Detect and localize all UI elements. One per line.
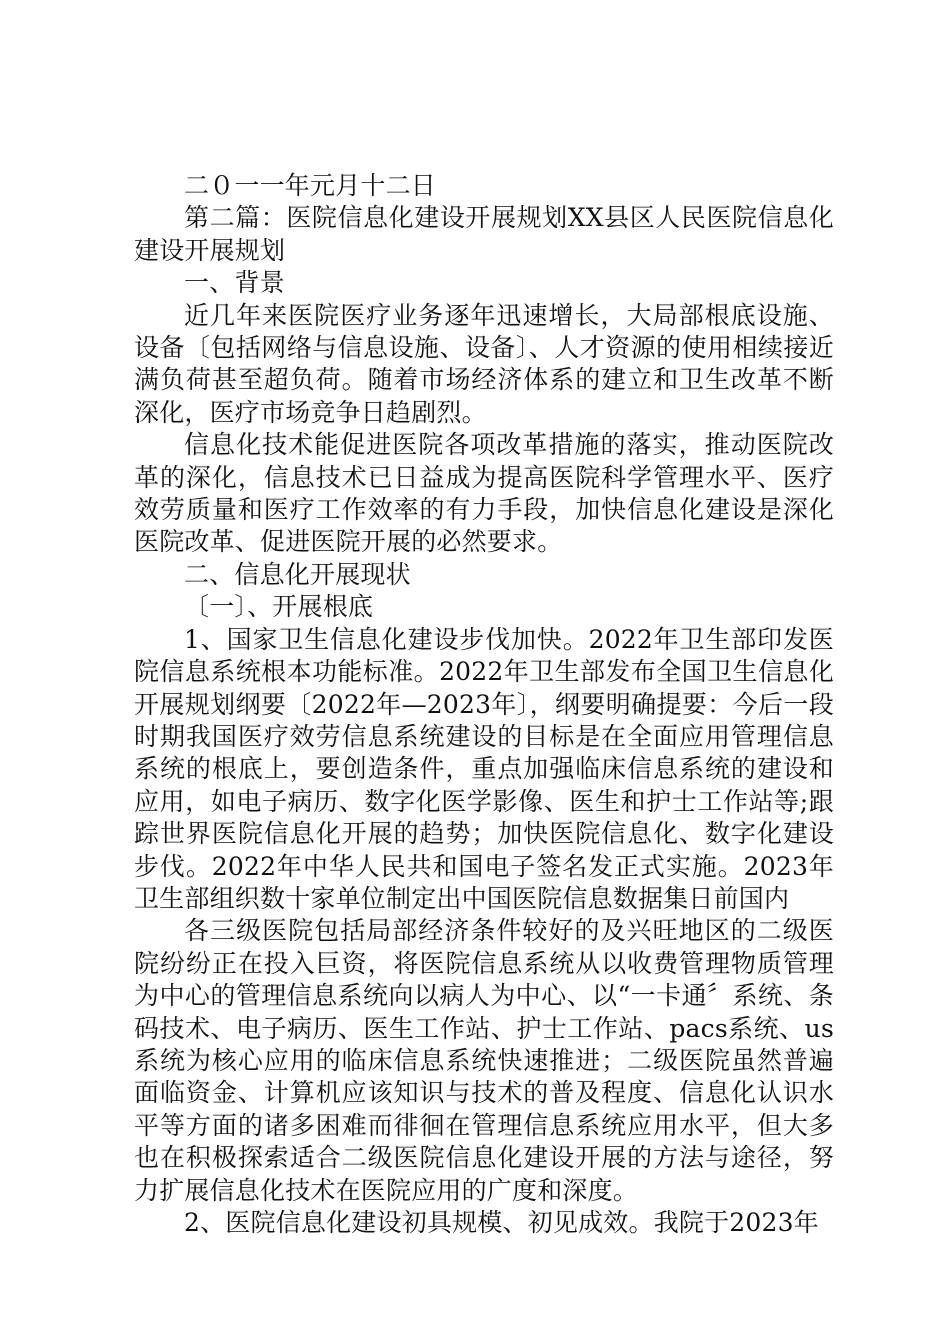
body-paragraph: 各三级医院包括局部经济条件较好的及兴旺地区的二级医院纷纷正在投入巨资，将医院信息系统从以收费管理物质管理为中心的管理信息系统向以病人为中心、以“一卡通〞系统、条码技术、电子病历、医生工作站、护士工作站、pacs系统、us系统为核心应用的临床信息系统快速推进；二级医院虽然普遍面临资金、计算机应该知识与技术的普及程度、信息化认识水平等方面的诸多困难而徘徊在管理信息系统应用水平，但大多也在积极探索适合二级医院信息化建设开展的方法与途径，努力扩展信息化技术在医院应用的广度和深度。 bbox=[134, 916, 834, 1205]
document-body bbox=[134, 170, 834, 1239]
body-paragraph: 2、医院信息化建设初具规模、初见成效。我院于2023年 bbox=[184, 1208, 819, 1237]
section-heading-background: 一、背景 bbox=[184, 268, 285, 298]
section-heading-status: 二、信息化开展现状 bbox=[184, 559, 411, 589]
body-paragraph: 信息化技术能促进医院各项改革措施的落实，推动医院改革的深化，信息技术已日益成为提高医院科学管理水平、医疗效劳质量和医疗工作效率的有力手段，加快信息化建设是深化医院改革、促进医院开展的必然要求。 bbox=[134, 430, 834, 557]
body-paragraph: 近几年来医院医疗业务逐年迅速增长，大局部根底设施、设备〔包括网络与信息设施、设备〕、人才资源的使用相续接近满负荷甚至超负荷。随着市场经济体系的建立和卫生改革不断深化，医疗市场竞争日趋剧烈。 bbox=[134, 300, 834, 427]
chapter-title: 第二篇：医院信息化建设开展规划XX县区人民医院信息化建设开展规划 bbox=[134, 203, 834, 265]
subsection-heading: 〔一〕、开展根底 bbox=[184, 592, 374, 622]
date-line: 二０一一年元月十二日 bbox=[184, 171, 437, 200]
body-paragraph: 1、国家卫生信息化建设步伐加快。2022年卫生部印发医院信息系统根本功能标准。2022年卫生部发布全国卫生信息化开展规划纲要〔2022年—2023年〕，纲要明确提要：今后一段时期我国医疗效劳信息系统建设的目标是在全面应用管理信息系统的根底上，要创造条件，重点加强临床信息系统的建设和应用，如电子病历、数字化医学影像、医生和护士工作站等;跟踪世界医院信息化开展的趋势；加快医院信息化、数字化建设步伐。2022年中华人民共和国电子签名发正式实施。2023年卫生部组织数十家单位制定出中国医院信息数据集日前国内 bbox=[134, 624, 834, 913]
